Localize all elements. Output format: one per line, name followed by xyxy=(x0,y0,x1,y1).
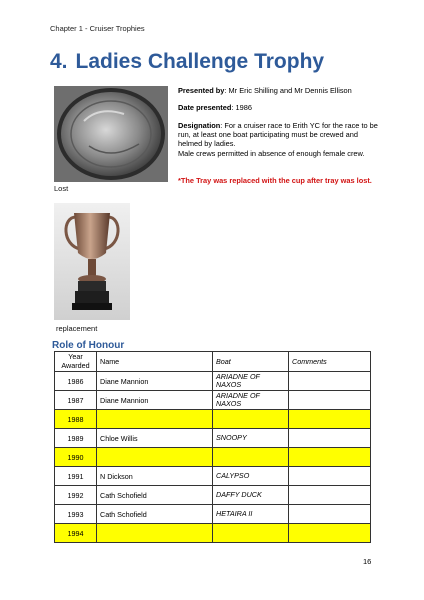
cell-name: N Dickson xyxy=(97,467,213,486)
title-text: Ladies Challenge Trophy xyxy=(75,50,325,73)
page-title xyxy=(50,50,324,74)
presented-by xyxy=(178,86,378,95)
cell-boat: ARIADNE OF NAXOS xyxy=(213,391,289,410)
cell-boat: HETAIRA II xyxy=(213,505,289,524)
cell-boat: CALYPSO xyxy=(213,467,289,486)
table-header-row xyxy=(55,352,371,372)
section-number: 4. xyxy=(50,50,68,73)
cell-boat: ARIADNE OF NAXOS xyxy=(213,372,289,391)
cell-boat: DAFFY DUCK xyxy=(213,486,289,505)
cup-caption: replacement xyxy=(56,324,98,333)
designation xyxy=(178,121,378,158)
designation-extra: Male crews permitted in absence of enough female crew. xyxy=(178,148,365,158)
col-boat: Boat xyxy=(213,352,289,372)
cell-comments xyxy=(289,448,371,467)
cell-comments xyxy=(289,410,371,429)
table-row xyxy=(55,391,371,410)
cell-year: 1994 xyxy=(55,524,97,543)
date-presented xyxy=(178,103,378,112)
cell-comments xyxy=(289,505,371,524)
cell-boat xyxy=(213,448,289,467)
cell-year: 1990 xyxy=(55,448,97,467)
cell-name: Cath Schofield xyxy=(97,505,213,524)
designation-value: : For a cruiser race to Erith YC for the race to be run, at least one boat participating must be crewed and helmed by ladies. xyxy=(178,121,378,149)
table-row xyxy=(55,524,371,543)
cell-comments xyxy=(289,524,371,543)
col-comments: Comments xyxy=(289,352,371,372)
cell-year: 1993 xyxy=(55,505,97,524)
cell-year: 1991 xyxy=(55,467,97,486)
role-of-honour-table xyxy=(54,351,371,543)
table-row xyxy=(55,448,371,467)
cup-photo xyxy=(54,203,130,320)
cell-name xyxy=(97,410,213,429)
cell-boat xyxy=(213,524,289,543)
table-row xyxy=(55,429,371,448)
cell-year: 1992 xyxy=(55,486,97,505)
cell-comments xyxy=(289,391,371,410)
cell-name: Diane Mannion xyxy=(97,391,213,410)
tray-caption: Lost xyxy=(54,184,69,193)
table-row xyxy=(55,372,371,391)
replacement-note: *The Tray was replaced with the cup after tray was lost. xyxy=(178,176,372,185)
table-row xyxy=(55,505,371,524)
presented-by-label: Presented by xyxy=(178,86,225,95)
running-header: Chapter 1 - Cruiser Trophies xyxy=(50,24,145,33)
cell-comments xyxy=(289,467,371,486)
presented-by-value: : Mr Eric Shilling and Mr Dennis Ellison xyxy=(224,86,352,95)
cell-name: Diane Mannion xyxy=(97,372,213,391)
designation-label: Designation xyxy=(178,121,221,130)
cell-name xyxy=(97,448,213,467)
cell-comments xyxy=(289,429,371,448)
cell-boat xyxy=(213,410,289,429)
cell-comments xyxy=(289,372,371,391)
cell-name: Cath Schofield xyxy=(97,486,213,505)
cell-boat: SNOOPY xyxy=(213,429,289,448)
cell-name xyxy=(97,524,213,543)
table-row xyxy=(55,410,371,429)
cell-year: 1987 xyxy=(55,391,97,410)
date-label: Date presented xyxy=(178,103,232,112)
col-year: Year Awarded xyxy=(55,352,97,372)
date-value: : 1986 xyxy=(231,103,252,112)
role-of-honour-heading: Role of Honour xyxy=(52,340,125,351)
table-row xyxy=(55,486,371,505)
cell-name: Chloe Willis xyxy=(97,429,213,448)
tray-photo xyxy=(54,86,168,182)
table-row xyxy=(55,467,371,486)
cell-year: 1986 xyxy=(55,372,97,391)
page-number: 16 xyxy=(363,557,372,566)
cell-comments xyxy=(289,486,371,505)
cell-year: 1988 xyxy=(55,410,97,429)
cell-year: 1989 xyxy=(55,429,97,448)
col-name: Name xyxy=(97,352,213,372)
